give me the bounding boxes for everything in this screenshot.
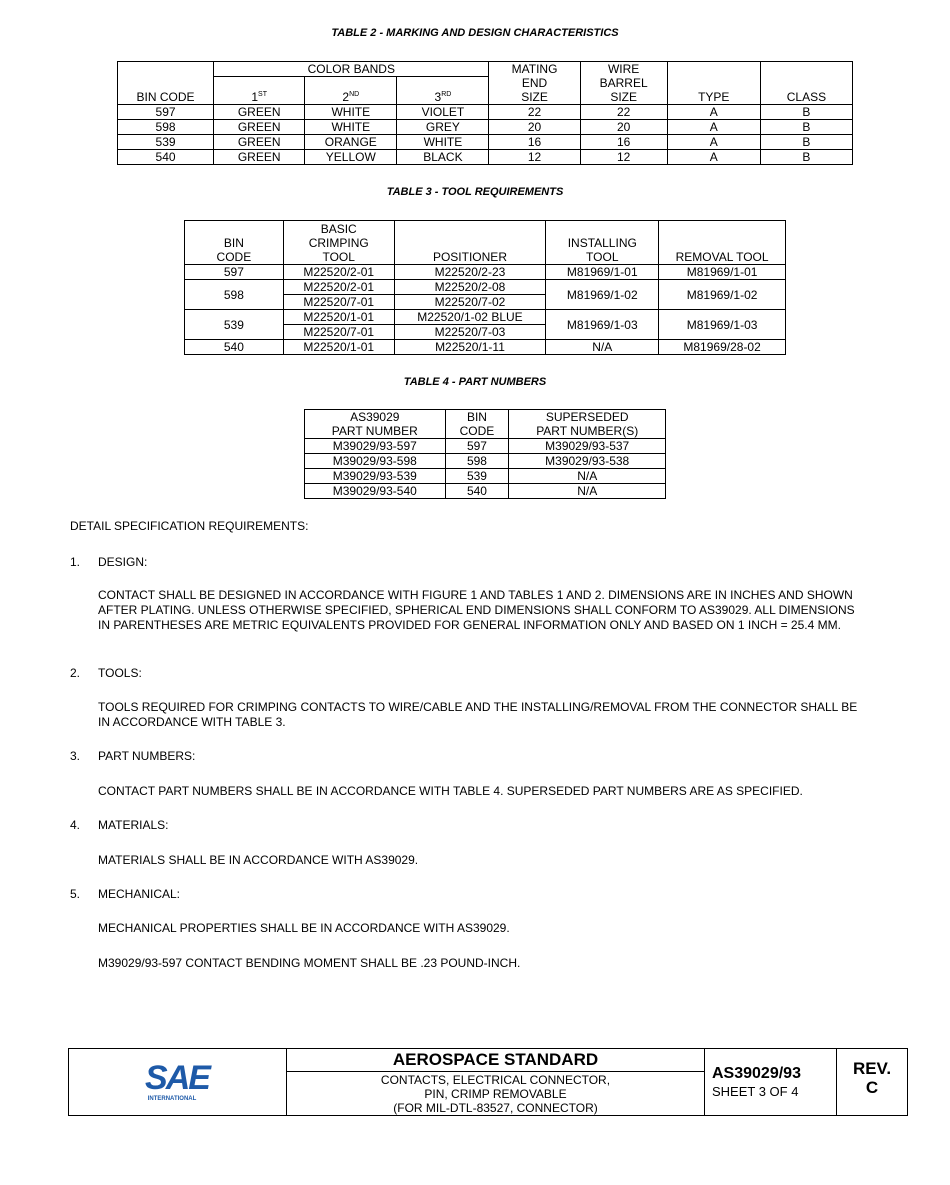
table-row: M39029/93-597 597 M39029/93-537 [305, 439, 666, 454]
col-header-positioner: POSITIONER [394, 221, 546, 265]
table-row: 540 M22520/1-01 M22520/1-11 N/A M81969/28-02 [185, 340, 786, 355]
table-row: 598 M22520/2-01 M22520/2-08 M81969/1-02 M81969/1-02 [185, 280, 786, 295]
col-header-band-3: 3RD [397, 77, 489, 105]
section-1-title: DESIGN: [98, 555, 148, 569]
col-header-installing-tool: INSTALLING TOOL [546, 221, 659, 265]
table-row: M22520/7-01 M22520/7-02 [185, 295, 786, 310]
revision-cell [837, 1049, 907, 1115]
table-row: 597 GREEN WHITE VIOLET 22 22 A B [118, 105, 853, 120]
table4-part-numbers [304, 409, 666, 499]
table-row: 598 GREEN WHITE GREY 20 20 A B [118, 120, 853, 135]
col-header-mating-end-size: MATING END SIZE [489, 62, 580, 105]
col-header-bin-code: BIN CODE [118, 62, 214, 105]
revision-label: REV. [852, 1059, 892, 1078]
col-header-part-number: AS39029 PART NUMBER [305, 410, 446, 439]
document-number-cell [705, 1049, 837, 1115]
table3-tool-requirements [184, 220, 786, 355]
col-header-class: CLASS [760, 62, 852, 105]
table4-title: TABLE 4 - PART NUMBERS [403, 376, 547, 388]
col-header-band-2: 2ND [305, 77, 397, 105]
col-header-bin-code: BIN CODE [185, 221, 284, 265]
standard-title: AEROSPACE STANDARD [287, 1049, 704, 1072]
col-header-color-bands: COLOR BANDS [214, 62, 489, 77]
table2-marking-design [117, 61, 853, 165]
table-row: M39029/93-598 598 M39029/93-538 [305, 454, 666, 469]
col-header-superseded: SUPERSEDED PART NUMBER(S) [509, 410, 666, 439]
section-3-title: PART NUMBERS: [98, 749, 196, 763]
section-1-text: CONTACT SHALL BE DESIGNED IN ACCORDANCE WITH FIGURE 1 AND TABLES 1 AND 2. DIMENSIONS ARE IN INCHES AND SHOWN AFTER PLATING. UNLESS OTHERWISE SPECIFIED, SPHERICAL END DIMENSIONS SHALL CONFORM TO AS39029. ALL DIMENSIONS IN PARENTHESES ARE METRIC EQUIVALENTS PROVIDED FOR GENERAL INFORMATION ONLY AND BASED ON 1 INCH = 25.4 MM. [98, 588, 855, 632]
section-5-text-2: M39029/93-597 CONTACT BENDING MOMENT SHALL BE .23 POUND-INCH. [98, 956, 521, 970]
section-4-number: 4. [70, 818, 81, 832]
document-description: CONTACTS, ELECTRICAL CONNECTOR, PIN, CRIMP REMOVABLE (FOR MIL-DTL-83527, CONNECTOR) [380, 1073, 611, 1115]
col-header-crimping-tool: BASIC CRIMPING TOOL [283, 221, 394, 265]
section-3-text: CONTACT PART NUMBERS SHALL BE IN ACCORDANCE WITH TABLE 4. SUPERSEDED PART NUMBERS ARE AS SPECIFIED. [98, 784, 803, 798]
svg-text:SAE: SAE [145, 1059, 209, 1097]
col-header-bin-code: BIN CODE [445, 410, 509, 439]
section-2-text: TOOLS REQUIRED FOR CRIMPING CONTACTS TO WIRE/CABLE AND THE INSTALLING/REMOVAL FROM THE CONNECTOR SHALL BE IN ACCORDANCE WITH TABLE 3. [98, 700, 858, 729]
svg-text:INTERNATIONAL: INTERNATIONAL [147, 1096, 197, 1102]
section-4-text: MATERIALS SHALL BE IN ACCORDANCE WITH AS39029. [98, 853, 419, 867]
col-header-type: TYPE [667, 62, 760, 105]
section-2-number: 2. [70, 666, 81, 680]
table-row: 539 GREEN ORANGE WHITE 16 16 A B [118, 135, 853, 150]
section-1-number: 1. [70, 555, 81, 569]
revision-value: C [865, 1078, 879, 1097]
title-block [68, 1048, 908, 1116]
title-cell [287, 1049, 705, 1115]
table-row: 539 M22520/1-01 M22520/1-02 BLUE M81969/1-03 M81969/1-03 [185, 310, 786, 325]
col-header-band-1: 1ST [214, 77, 305, 105]
sae-logo-cell [69, 1049, 287, 1115]
document-number: AS39029/93 [712, 1065, 801, 1082]
section-5-title: MECHANICAL: [98, 887, 181, 901]
requirements-heading: DETAIL SPECIFICATION REQUIREMENTS: [70, 519, 309, 533]
table2-title: TABLE 2 - MARKING AND DESIGN CHARACTERISTICS [331, 27, 619, 39]
section-4-title: MATERIALS: [98, 818, 169, 832]
table-row: 540 GREEN YELLOW BLACK 12 12 A B [118, 150, 853, 165]
section-2-title: TOOLS: [98, 666, 142, 680]
table-row: M39029/93-539 539 N/A [305, 469, 666, 484]
table-row: 597 M22520/2-01 M22520/2-23 M81969/1-01 M81969/1-01 [185, 265, 786, 280]
col-header-removal-tool: REMOVAL TOOL [659, 221, 786, 265]
section-5-number: 5. [70, 887, 81, 901]
section-5-text: MECHANICAL PROPERTIES SHALL BE IN ACCORDANCE WITH AS39029. [98, 921, 510, 935]
sheet-number: SHEET 3 OF 4 [712, 1084, 799, 1099]
table-row: M39029/93-540 540 N/A [305, 484, 666, 499]
table3-title: TABLE 3 - TOOL REQUIREMENTS [386, 186, 564, 198]
sae-logo-icon [69, 1049, 286, 1115]
section-3-number: 3. [70, 749, 81, 763]
table-row: M22520/7-01 M22520/7-03 [185, 325, 786, 340]
col-header-wire-barrel-size: WIRE BARREL SIZE [580, 62, 667, 105]
